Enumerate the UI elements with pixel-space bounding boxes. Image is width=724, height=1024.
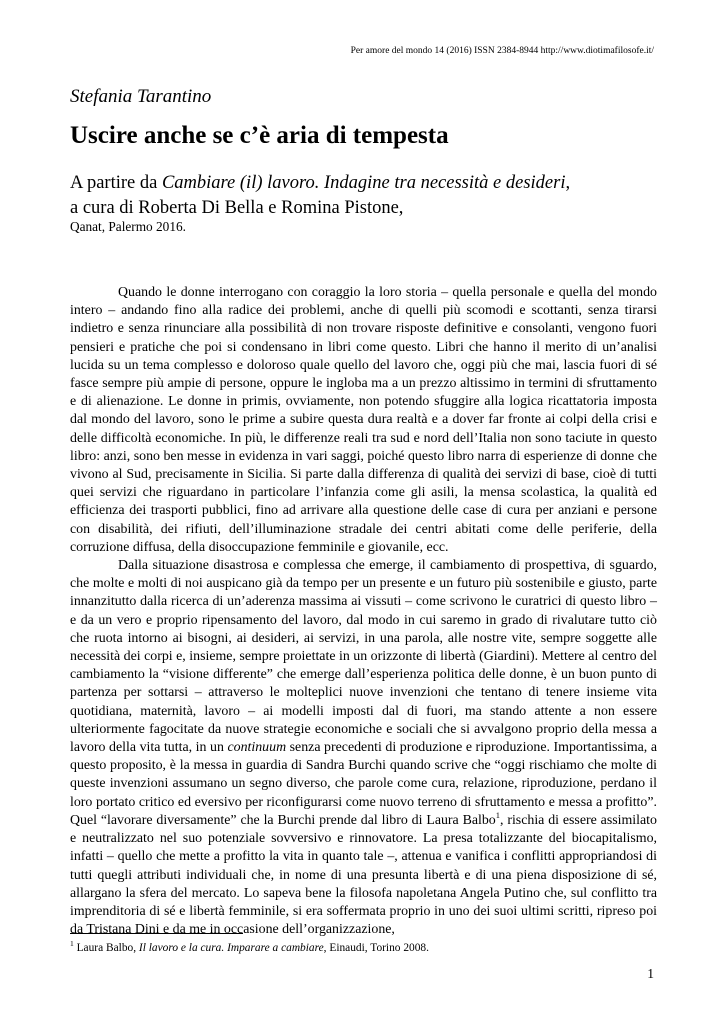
footnote-reference[interactable]: 1 (495, 809, 500, 820)
book-reference-suffix: , (565, 173, 571, 193)
footnote-number: 1 (70, 939, 74, 948)
book-editors: a cura di Roberta Di Bella e Romina Pistone, (70, 198, 404, 218)
paragraph-2 (70, 557, 657, 939)
book-reference (70, 171, 570, 221)
paragraph-2-part-b: senza precedenti di produzione e riproduzione. Importantissima, a questo proposito, è la messa in guardia di Sandra Burchi quando scrive che “oggi rischiamo che molte di queste invenzioni assumano un segno diverso, che parole come cura, relazione, riproduzione, perdano il loro portato critico ed eversivo per riconfigurarsi come nuovo terreno di sfruttamento e messa a profitto”. Quel “lavorare diversamente” che la Burchi prende dal libro di Laura Balbo (70, 740, 657, 828)
author-name: Stefania Tarantino (70, 86, 212, 107)
book-reference-prefix: A partire da (70, 173, 162, 193)
footnote-book-title: Il lavoro e la cura. Imparare a cambiare (138, 942, 324, 954)
paragraph-2-part-a: Dalla situazione disastrosa e complessa che emerge, il cambiamento di prospettiva, di sguardo, che molte e molti di noi auspicano già da tempo per un presente e un futuro più sostenibile e giusto, parte innanzitutto dalla ricerca di un’aderenza massima ai vissuti – come scrivono le curatrici di questo libro – e da un vero e proprio ripensamento del lavoro, dal modo in cui saremo in grado di rivalutare tutto ciò che ruota intorno ai bisogni, ai desideri, ai servizi, in una parola, alle nostre vite, sempre soggette alle necessità dei corpi e, insieme, sempre proiettate in un orizzonte di libertà (Giardini). Mettere al centro del cambiamento la “visione differente” che emerge dall’esperienza politica delle donne, è un buon punto di partenza per sottarsi – attraverso le molteplici nuove invenzioni che tentano di tenere insieme vita quotidiana, maternità, lavoro – ai modelli imposti dal di fuori, ma stando attente a non essere ulteriormente fagocitate da nuove strategie economiche e sociali che si avvalgono proprio della messa a lavoro della vita tutta, in un (70, 558, 657, 756)
book-title: Cambiare (il) lavoro. Indagine tra necessità e desideri (161, 173, 566, 193)
paragraph-2-italic-term: continuum (227, 740, 287, 756)
publisher-info: Qanat, Palermo 2016. (70, 219, 186, 234)
running-head: Per amore del mondo 14 (2016) ISSN 2384-8944 http://www.diotimafilosofe.it/ (350, 46, 654, 56)
footnote-1 (70, 939, 429, 954)
book-reference-line-1 (70, 171, 570, 196)
page-number: 1 (647, 966, 654, 981)
article-body (70, 284, 657, 939)
article-title: Uscire anche se c’è aria di tempesta (70, 122, 449, 149)
footnote-publication: , Einaudi, Torino 2008. (323, 942, 429, 954)
footnote-separator (70, 933, 243, 934)
paragraph-2-part-c: , rischia di essere assimilato e neutralizzato nel suo potenziale sovversivo e rinnovatore. La presa totalizzante del biocapitalismo, infatti – quello che mette a profitto la vita in quanto tale –, attenua e vanifica i conflitti appropriandosi di tutti quegli attributi individuali che, in nome di una presunta libertà e di una piena disposizione di sé, allargano la sfera del mercato. Lo sapeva bene la filosofa napoletana Angela Putino che, sul conflitto tra imprenditoria di sé e libertà femminile, si era soffermata proprio in uno dei suoi ultimi scritti, ripreso poi da Tristana Dini e da me in occasione dell’organizzazione, (70, 812, 657, 938)
footnote-author: Laura Balbo, (73, 942, 139, 954)
paragraph-1: Quando le donne interrogano con coraggio la loro storia – quella personale e quella del mondo intero – andando fino alla radice dei problemi, anche di quelli più scomodi e scottanti, senza tirarsi indietro e senza rinunciare alla possibilità di non trovare risposte definitive e consolanti, vengono fuori pensieri e pratiche che poi si condensano in libri come questo. Libri che hanno il merito di un’analisi lucida su un tema complesso e doloroso quale quello del lavoro che, oggi più che mai, lascia fuori di sé fasce sempre più ampie di persone, oppure le ingloba ma a un prezzo altissimo in termini di sfruttamento e di alienazione. Le donne in primis, ovviamente, non potendo sfuggire alla logica ricattatoria imposta dal mondo del lavoro, sono le prime a subire questa dura realtà e a dover far fronte ai colpi della crisi e delle difficoltà economiche. In più, le differenze reali tra sud e nord dell’Italia non sono taciute in questo libro: anzi, sono ben messe in evidenza in vari saggi, poiché questo libro narra di esperienze di donne che vivono al Sud, precisamente in Sicilia. Si parte dalla differenza di qualità dei servizi di base, cioè di tutti quei servizi che riguardano in particolare l’infanzia come gli asili, la mensa scolastica, la qualità ed efficienza dei trasporti pubblici, fino ad arrivare alla questione delle case di cura per anziani e persone con disabilità, dei rifiuti, dell’illuminazione stradale dei centri abitati come delle periferie, della corruzione diffusa, della disoccupazione femminile e giovanile, ecc. (70, 285, 657, 555)
